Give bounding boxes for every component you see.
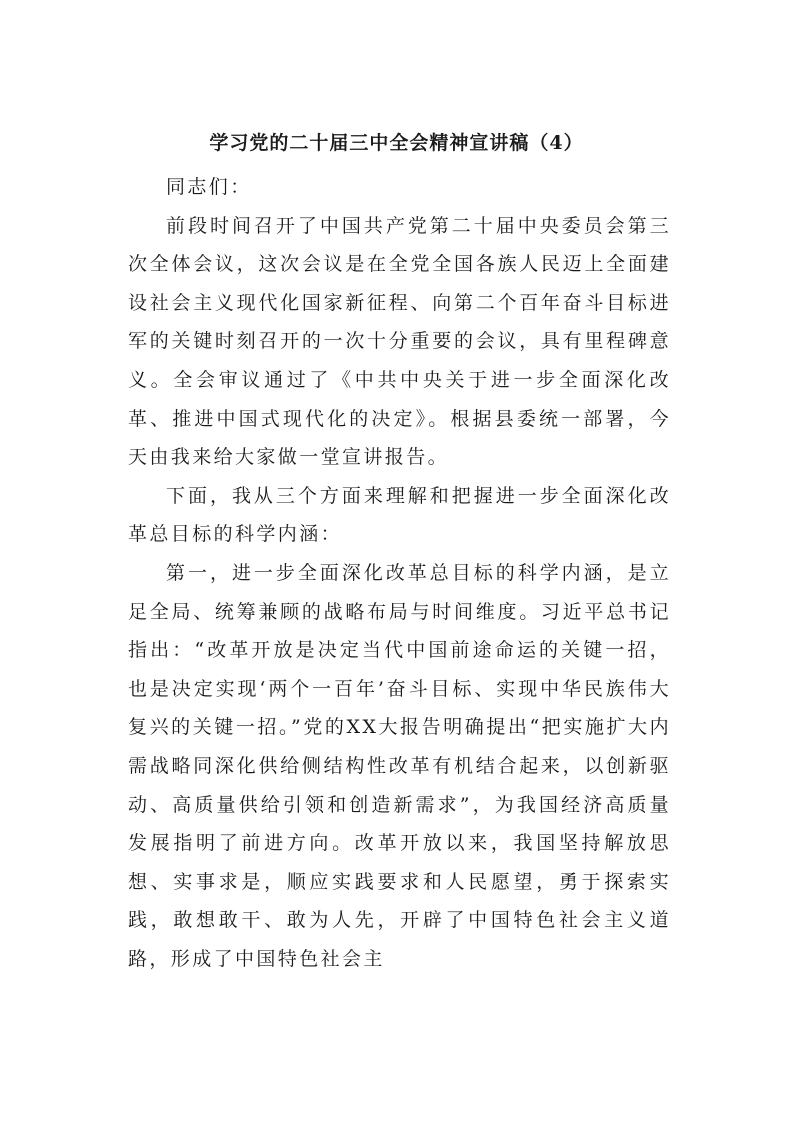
body-paragraph: 第一，进一步全面深化改革总目标的科学内涵，是立足全局、统筹兼顾的战略布局与时间维度。习近平总书记指出：“改革开放是决定当代中国前途命运的关键一招，也是决定实现‘两个一百年’奋斗目标、实现中华民族伟大复兴的关键一招。”党的XX大报告明确提出“把实施扩大内需战略同深化供给侧结构性改革有机结合起来，以创新驱动、高质量供给引领和创造新需求”，为我国经济高质量发展指明了前进方向。改革开放以来，我国坚持解放思想、实事求是，顺应实践要求和人民愿望，勇于探索实践，敢想敢干、敢为人先，开辟了中国特色社会主义道路，形成了中国特色社会主 (128, 561, 671, 970)
body-paragraph: 下面，我从三个方面来理解和把握进一步全面深化改革总目标的科学内涵： (128, 484, 671, 546)
body-paragraph: 前段时间召开了中国共产党第二十届中央委员会第三次全体会议，这次会议是在全党全国各族人民迈上全面建设社会主义现代化国家新征程、向第二个百年奋斗目标进军的关键时刻召开的一次十分重要的会议，具有里程碑意义。全会审议通过了《中共中央关于进一步全面深化改革、推进中国式现代化的决定》。根据县委统一部署，今天由我来给大家做一堂宣讲报告。 (128, 214, 671, 469)
document-body (128, 168, 671, 978)
salutation-paragraph: 同志们： (166, 176, 252, 198)
document-title: 学习党的二十届三中全会精神宣讲稿（4） (209, 132, 584, 154)
